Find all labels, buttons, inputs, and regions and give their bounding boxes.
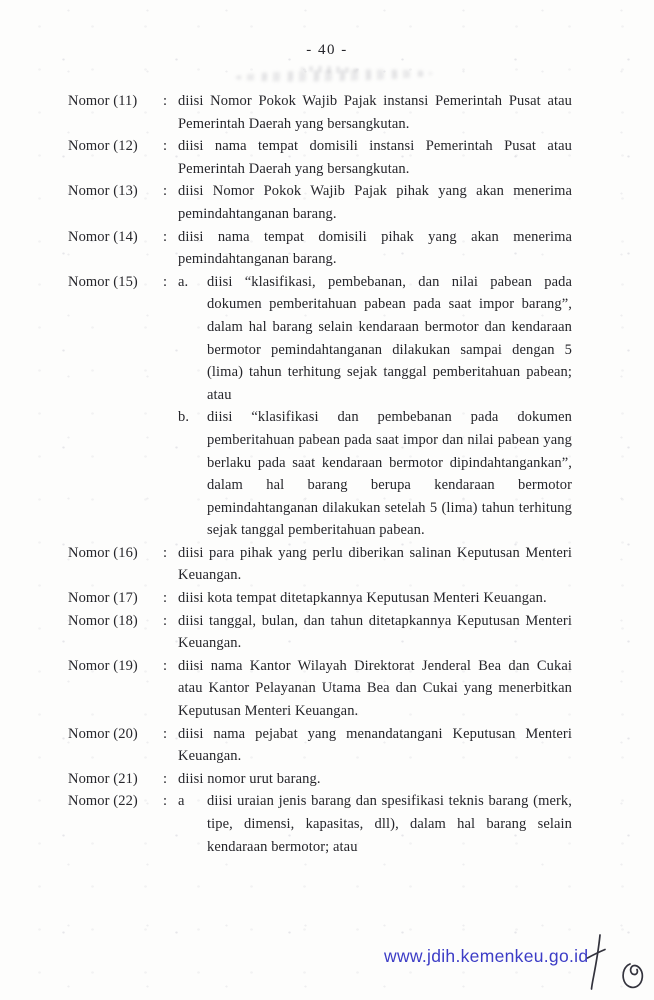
entry-separator: : bbox=[163, 657, 168, 674]
entry bbox=[68, 723, 574, 768]
entry-separator: : bbox=[163, 138, 168, 155]
entry-label: Nomor (15) bbox=[68, 273, 138, 290]
entry-subitem bbox=[178, 271, 572, 407]
subitem-marker: a bbox=[178, 793, 185, 810]
entry-separator: : bbox=[163, 590, 168, 607]
entry-label: Nomor (13) bbox=[68, 183, 138, 200]
entry-separator: : bbox=[163, 725, 168, 742]
entry-body: diisi nomor urut barang. bbox=[178, 770, 321, 787]
jdih-watermark-url: www.jdih.kemenkeu.go.id bbox=[384, 946, 589, 966]
entry-body: diisi nama tempat domisili instansi Pemerintah Pusat atau Pemerintah Daerah yang bersangkutan. bbox=[178, 138, 572, 177]
entry-separator: : bbox=[163, 273, 168, 290]
subitem-text: diisi “klasifikasi, pembebanan, dan nilai pabean pada dokumen pemberitahuan pabean pada saat impor barang”, dalam hal barang selain kendaraan bermotor dan kendaraan bermotor pemindahtanganan dilakukan sampai dengan 5 (lima) tahun terhitung sejak tanggal pemberitahuan pabean; atau bbox=[207, 273, 572, 403]
entry bbox=[68, 271, 574, 542]
entry-body: diisi kota tempat ditetapkannya Keputusan Menteri Keuangan. bbox=[178, 590, 547, 607]
handwritten-paraph-mark bbox=[578, 930, 648, 996]
entry-body: diisi nama tempat domisili pihak yang akan menerima pemindahtanganan barang. bbox=[178, 228, 572, 268]
entry-body: diisi tanggal, bulan, dan tahun ditetapkannya Keputusan Menteri Keuangan. bbox=[178, 612, 572, 652]
entry bbox=[68, 90, 574, 135]
entry-label: Nomor (20) bbox=[68, 725, 138, 742]
entry bbox=[68, 655, 574, 723]
entry-label: Nomor (12) bbox=[68, 138, 138, 155]
entries-list bbox=[68, 90, 574, 858]
entry-body: diisi nama Kantor Wilayah Direktorat Jenderal Bea dan Cukai atau Kantor Pelayanan Utama Bea dan Cukai yang menerbitkan Keputusan Menteri Keuangan. bbox=[178, 657, 572, 720]
entry-separator: : bbox=[163, 544, 168, 561]
subitem-marker: a. bbox=[178, 273, 189, 290]
entry-subitem bbox=[178, 406, 572, 542]
entry bbox=[68, 587, 574, 610]
entry-body: diisi para pihak yang perlu diberikan salinan Keputusan Menteri Keuangan. bbox=[178, 544, 572, 584]
entry-subitem bbox=[178, 790, 572, 858]
entry bbox=[68, 790, 574, 858]
entry-body bbox=[178, 271, 572, 542]
entry-label: Nomor (17) bbox=[68, 590, 138, 607]
entry-label: Nomor (19) bbox=[68, 657, 138, 674]
entry-separator: : bbox=[163, 93, 168, 109]
entry-label: Nomor (22) bbox=[68, 793, 138, 810]
subitem-marker: b. bbox=[178, 409, 190, 426]
entry-body: diisi nama pejabat yang menandatangani Keputusan Menteri Keuangan. bbox=[178, 725, 572, 765]
entry bbox=[68, 135, 574, 180]
entry-body: diisi Nomor Pokok Wajib Pajak pihak yang akan menerima pemindahtanganan barang. bbox=[178, 183, 572, 222]
subitem-text: diisi “klasifikasi dan pembebanan pada dokumen pemberitahuan pabean pada saat impor dan nilai pabean yang berlaku pada saat kendaraan bermotor dipindahtangankan”, dalam hal barang berupa kendaraan bermotor pemindahtanganan dilakukan setelah 5 (lima) tahun terhitung sejak tanggal pemberitahuan pabean. bbox=[207, 409, 572, 539]
entry-label: Nomor (21) bbox=[68, 770, 138, 787]
entry-separator: : bbox=[163, 770, 168, 787]
entry-label: Nomor (11) bbox=[68, 93, 138, 109]
entry bbox=[68, 226, 574, 271]
entry bbox=[68, 768, 574, 791]
entry-label: Nomor (18) bbox=[68, 612, 138, 629]
entry-separator: : bbox=[163, 793, 168, 810]
entry-body: diisi Nomor Pokok Wajib Pajak instansi Pemerintah Pusat atau Pemerintah Daerah yang bersangkutan. bbox=[178, 93, 572, 132]
entry-label: Nomor (14) bbox=[68, 228, 138, 245]
entry-label: Nomor (16) bbox=[68, 544, 138, 561]
entry bbox=[68, 180, 574, 225]
entry-separator: : bbox=[163, 228, 168, 245]
entry-body bbox=[178, 790, 572, 858]
entry-separator: : bbox=[163, 183, 168, 200]
page-number: - 40 - bbox=[306, 42, 348, 58]
entry-separator: : bbox=[163, 612, 168, 629]
entry bbox=[68, 542, 574, 587]
entry bbox=[68, 610, 574, 655]
subitem-text: diisi uraian jenis barang dan spesifikasi teknis barang (merk, tipe, dimensi, kapasitas, dll), dalam hal barang selain kendaraan bermotor; atau bbox=[207, 793, 572, 855]
